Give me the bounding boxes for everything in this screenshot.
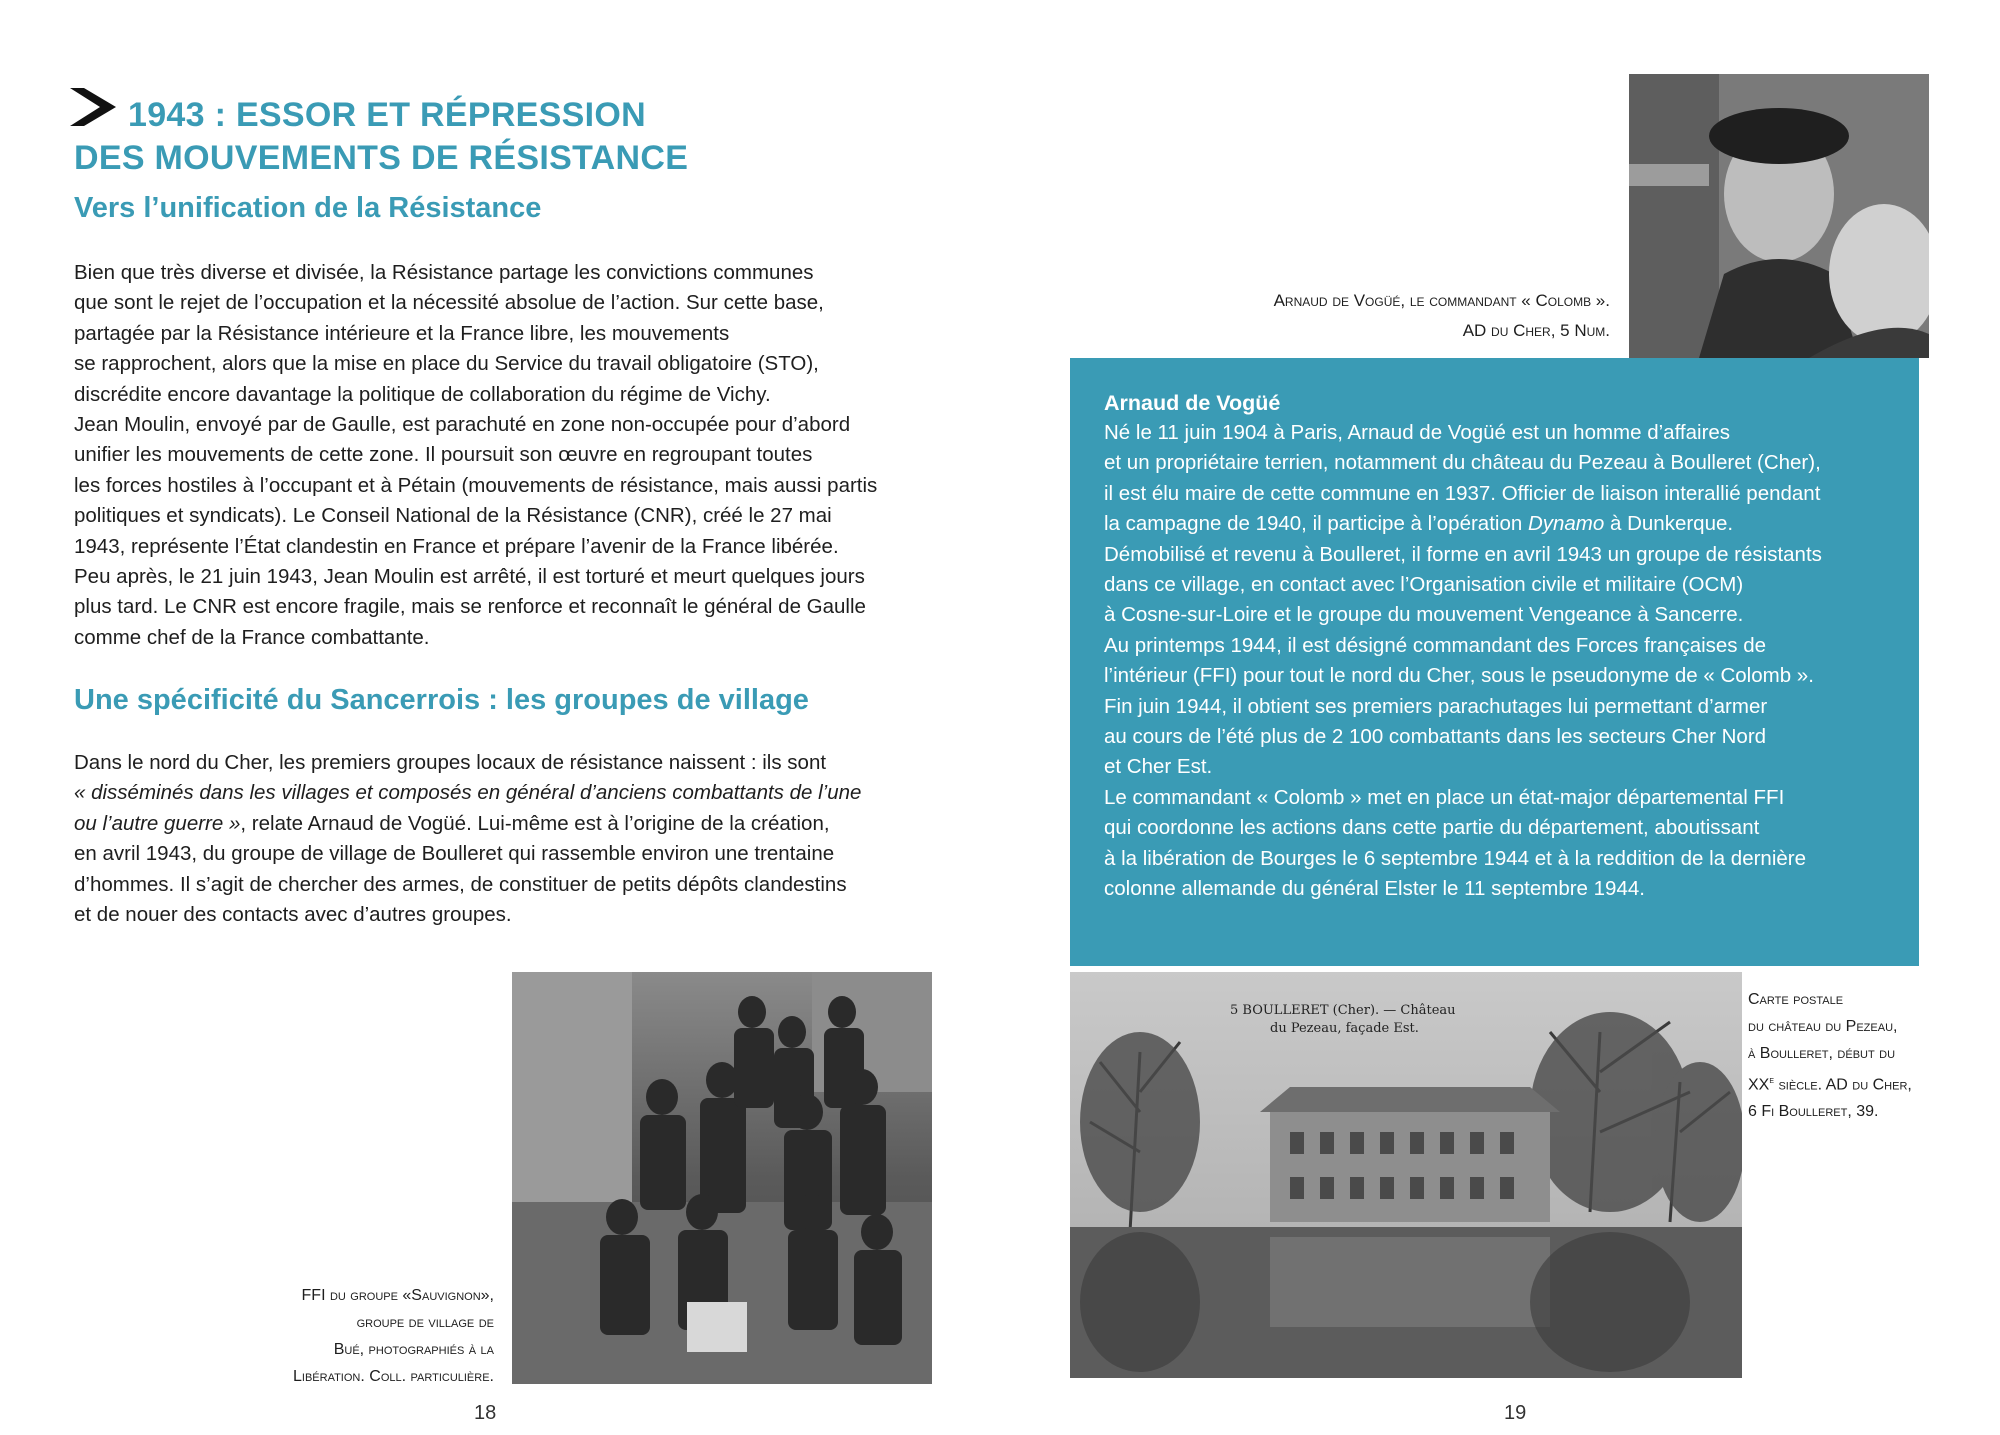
paragraph-line: en avril 1943, du groupe de village de Boulleret qui rassemble environ une trentaine	[74, 842, 835, 866]
paragraph-line: unifier les mouvements de cette zone. Il poursuit son œuvre en regroupant toutes	[74, 443, 813, 467]
group-photo-caption	[200, 1282, 494, 1390]
paragraph-line: politiques et syndicats). Le Conseil National de la Résistance (CNR), créé le 27 mai	[74, 504, 832, 528]
biography-line: dans ce village, en contact avec l’Organisation civile et militaire (OCM)	[1104, 573, 1744, 597]
biography-line: la campagne de 1940, il participe à l’opération	[1104, 512, 1528, 536]
caption-line: groupe de village de	[356, 1314, 494, 1331]
postcard-photo	[1070, 972, 1742, 1378]
caption-line: Libération. Coll. particulière.	[293, 1368, 494, 1385]
portrait-photo	[1629, 74, 1929, 358]
paragraph-line: , relate Arnaud de Vogüé. Lui-même est à l’origine de la création,	[240, 811, 830, 835]
biography-italic: Dynamo	[1527, 512, 1605, 536]
caption-line: Bué, photographiés à la	[333, 1341, 494, 1358]
caption-line: XX	[1748, 1076, 1770, 1094]
biography-line: Né le 11 juin 1904 à Paris, Arnaud de Vogüé est un homme d’affaires	[1104, 421, 1731, 444]
group-photo	[512, 972, 932, 1384]
biography-line: Démobilisé et revenu à Boulleret, il forme en avril 1943 un groupe de résistants	[1104, 542, 1822, 566]
paragraph-line: discrédite encore davantage la politique de collaboration du régime de Vichy.	[74, 382, 771, 406]
postcard-text-line2: du Pezeau, façade Est.	[1270, 1021, 1419, 1036]
caption-line: AD du Cher, 5 Num.	[1462, 321, 1610, 340]
subheading-unification: Vers l’unification de la Résistance	[74, 192, 542, 224]
caption-line: du château du Pezeau,	[1748, 1018, 1898, 1035]
biography-box	[1070, 358, 1919, 966]
caption-line: siècle. AD du Cher,	[1774, 1076, 1912, 1094]
biography-line: Au printemps 1944, il est désigné commandant des Forces françaises de	[1104, 633, 1767, 657]
biography-line: à Cosne-sur-Loire et le groupe du mouvement Vengeance à Sancerre.	[1104, 603, 1744, 627]
biography-line: et Cher Est.	[1104, 755, 1213, 779]
caption-sup: e	[1769, 1075, 1775, 1086]
biography-line: et un propriétaire terrien, notamment du château du Pezeau à Boulleret (Cher),	[1104, 451, 1821, 475]
caption-line: FFI du groupe «Sauvignon»,	[301, 1287, 494, 1304]
biography-text	[1104, 418, 1904, 905]
biography-line: Fin juin 1944, il obtient ses premiers parachutages lui permettant d’armer	[1104, 694, 1768, 718]
paragraph-line: Peu après, le 21 juin 1943, Jean Moulin est arrêté, il est torturé et meurt quelques jours	[74, 565, 865, 589]
portrait-caption	[1150, 286, 1610, 346]
caption-line: Arnaud de Vogüé, le commandant « Colomb ».	[1273, 291, 1610, 310]
paragraph-line: 1943, représente l’État clandestin en France et prépare l’avenir de la France libérée.	[74, 534, 839, 558]
caption-line: Carte postale	[1748, 991, 1844, 1008]
biography-line: à Dunkerque.	[1604, 512, 1734, 536]
paragraph-line: Bien que très diverse et divisée, la Résistance partage les convictions communes	[74, 261, 814, 284]
page-number-right: 19	[1504, 1402, 1527, 1424]
subheading-village-groups: Une spécificité du Sancerrois : les groupes de village	[74, 684, 809, 716]
biography-line: Le commandant « Colomb » met en place un état-major départemental FFI	[1104, 785, 1785, 809]
paragraph-line: et de nouer des contacts avec d’autres groupes.	[74, 903, 512, 927]
paragraph-line: partagée par la Résistance intérieure et la France libre, les mouvements	[74, 321, 730, 345]
paragraph-village-groups	[74, 748, 974, 930]
quote-line: « disséminés dans les villages et composés en général d’anciens combattants de l’une	[74, 781, 862, 805]
paragraph-line: comme chef de la France combattante.	[74, 625, 430, 649]
biography-line: il est élu maire de cette commune en 1937. Officier de liaison interallié pendant	[1104, 481, 1821, 505]
caption-line: 6 Fi Boulleret, 39.	[1748, 1103, 1879, 1121]
caption-line: à Boulleret, début du	[1748, 1045, 1896, 1062]
paragraph-line: d’hommes. Il s’agit de chercher des armes, de constituer de petits dépôts clandestins	[74, 872, 847, 896]
paragraph-line: plus tard. Le CNR est encore fragile, mais se renforce et reconnaît le général de Gaulle	[74, 595, 866, 619]
quote-line: ou l’autre guerre »	[74, 811, 241, 835]
biography-line: qui coordonne les actions dans cette partie du département, aboutissant	[1104, 816, 1760, 840]
paragraph-line: les forces hostiles à l’occupant et à Pétain (mouvements de résistance, mais aussi partis	[74, 473, 878, 497]
page-number-left: 18	[474, 1402, 497, 1424]
biography-line: à la libération de Bourges le 6 septembre 1944 et à la reddition de la dernière	[1104, 846, 1807, 870]
paragraph-unification	[74, 258, 974, 653]
section-heading-line1: 1943 : ESSOR ET RÉPRESSION	[128, 96, 646, 134]
section-heading-line2: DES MOUVEMENTS DE RÉSISTANCE	[74, 139, 689, 177]
section-heading	[74, 94, 974, 180]
paragraph-line: que sont le rejet de l’occupation et la nécessité absolue de l’action. Sur cette base,	[74, 291, 824, 315]
postcard-text-line1: 5 BOULLERET (Cher). — Château	[1230, 1003, 1456, 1018]
biography-title: Arnaud de Vogüé	[1104, 391, 1281, 415]
biography-line: au cours de l’été plus de 2 100 combattants dans les secteurs Cher Nord	[1104, 725, 1767, 749]
paragraph-line: se rapprochent, alors que la mise en place du Service du travail obligatoire (STO),	[74, 352, 819, 376]
postcard-caption	[1748, 986, 1980, 1125]
paragraph-line: Jean Moulin, envoyé par de Gaulle, est parachuté en zone non-occupée pour d’abord	[74, 413, 851, 437]
biography-line: l’intérieur (FFI) pour tout le nord du Cher, sous le pseudonyme de « Colomb ».	[1104, 664, 1814, 688]
biography-line: colonne allemande du général Elster le 11 septembre 1944.	[1104, 877, 1645, 901]
paragraph-line: Dans le nord du Cher, les premiers groupes locaux de résistance naissent : ils sont	[74, 751, 827, 774]
